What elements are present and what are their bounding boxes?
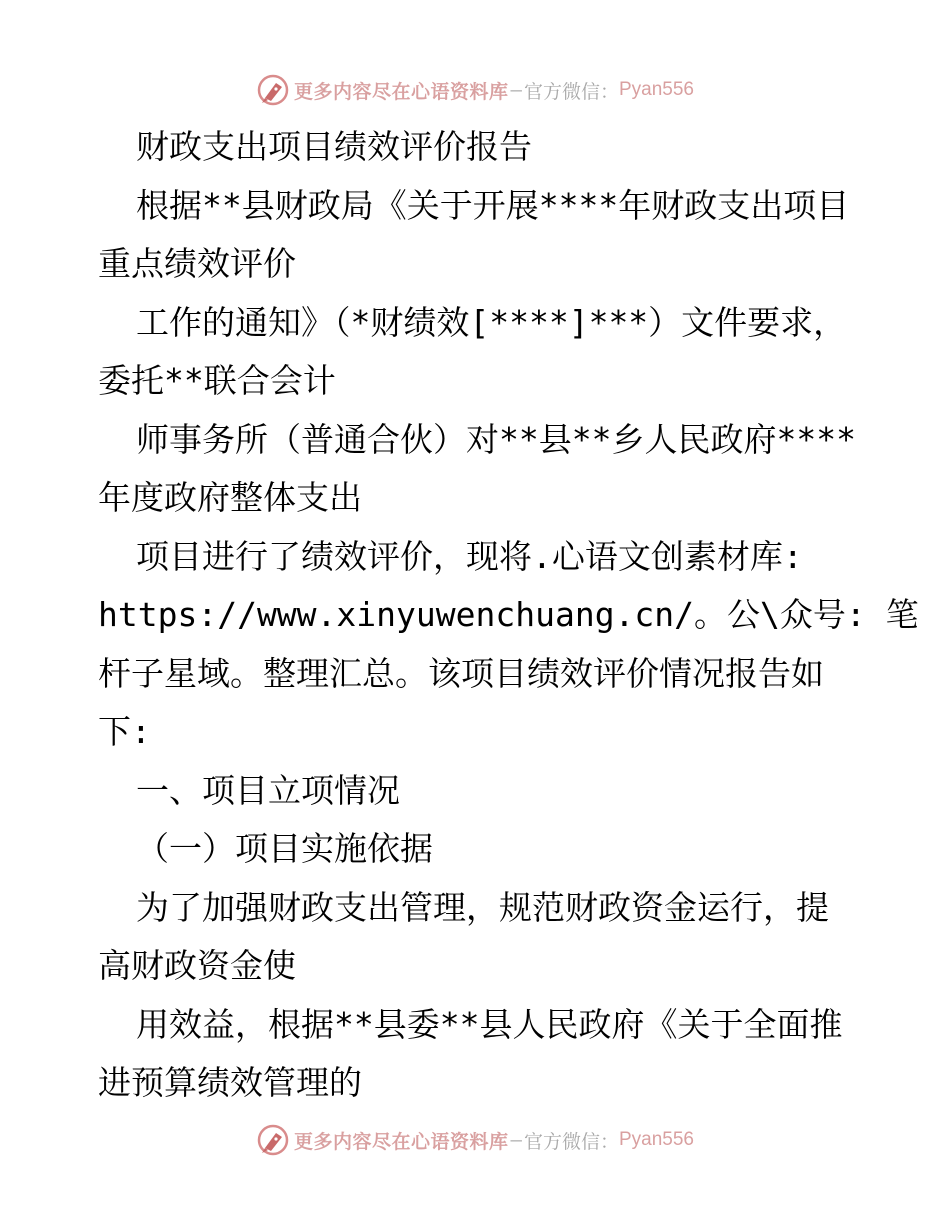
watermark-brand-text: 更多内容尽在心语资料库 [294, 80, 509, 103]
document-line: 杆子星域。整理汇总。该项目绩效评价情况报告如 [98, 653, 824, 693]
document-line: 为了加强财政支出管理，规范财政资金运行，提 [136, 887, 829, 927]
footer-watermark [0, 1120, 950, 1160]
watermark-wechat-id: Pyan556 [618, 1129, 694, 1150]
watermark-separator: — [510, 79, 522, 101]
document-line: 下: [98, 712, 151, 751]
watermark-separator: — [510, 1129, 522, 1151]
document-body [98, 118, 919, 1113]
document-line: 重点绩效评价 [98, 244, 296, 283]
document-line: 高财政资金使 [98, 946, 296, 985]
pen-nib-circle-icon [256, 1123, 290, 1157]
document-line: 财政支出项目绩效评价报告 [136, 127, 532, 166]
document-line: 根据**县财政局《关于开展****年财政支出项目 [136, 185, 850, 225]
header-watermark [0, 70, 950, 110]
document-line: 委托**联合会计 [98, 361, 336, 400]
document-line: 工作的通知》（*财绩效[****]***）文件要求， [136, 302, 847, 342]
watermark-official-label: 官方微信： [523, 1130, 619, 1153]
document-line: 进预算绩效管理的 [98, 1063, 362, 1102]
watermark-wechat-id: Pyan556 [618, 79, 694, 100]
document-line: https://www.xinyuwenchuang.cn/。公\众号: 笔 [98, 595, 919, 634]
document-line: 师事务所（普通合伙）对**县**乡人民政府**** [136, 419, 856, 459]
watermark-brand-text: 更多内容尽在心语资料库 [294, 1130, 509, 1153]
document-line: 一、项目立项情况 [136, 770, 400, 810]
watermark-official-label: 官方微信： [523, 80, 619, 103]
document-line: 项目进行了绩效评价，现将.心语文创素材库: [136, 536, 803, 576]
document-line: （一）项目实施依据 [136, 829, 433, 868]
document-line: 年度政府整体支出 [98, 478, 362, 517]
document-line: 用效益，根据**县委**县人民政府《关于全面推 [136, 1004, 843, 1044]
pen-nib-circle-icon [256, 73, 290, 107]
